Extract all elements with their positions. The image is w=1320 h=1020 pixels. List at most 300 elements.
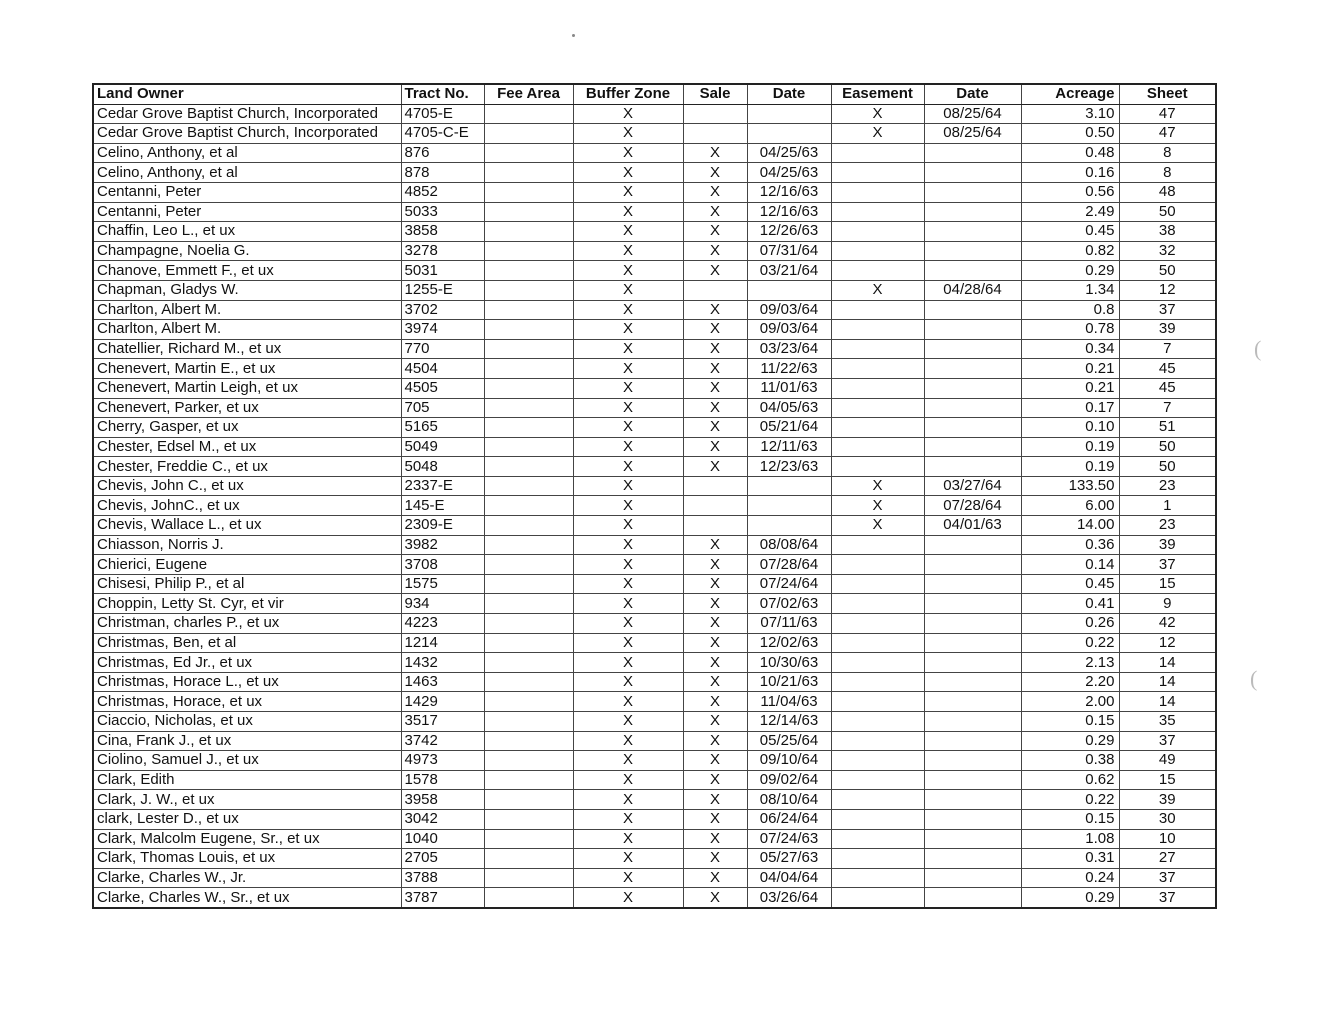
cell-easement-date (924, 261, 1021, 281)
cell-sheet: 39 (1119, 320, 1216, 340)
cell-easement (831, 339, 924, 359)
cell-sheet: 14 (1119, 692, 1216, 712)
cell-sheet: 49 (1119, 751, 1216, 771)
cell-easement-date (924, 751, 1021, 771)
cell-tract-no: 5033 (401, 202, 484, 222)
cell-land-owner: Cedar Grove Baptist Church, Incorporated (93, 104, 401, 124)
cell-sale: X (683, 202, 747, 222)
cell-easement (831, 829, 924, 849)
table-row (93, 457, 1216, 477)
cell-sheet: 50 (1119, 457, 1216, 477)
cell-buffer-zone: X (573, 535, 683, 555)
cell-sheet: 47 (1119, 124, 1216, 144)
cell-sheet: 39 (1119, 535, 1216, 555)
cell-fee-area (484, 829, 573, 849)
cell-acreage: 0.45 (1021, 574, 1119, 594)
cell-buffer-zone: X (573, 202, 683, 222)
cell-sale-date: 12/02/63 (747, 633, 831, 653)
cell-sheet: 38 (1119, 222, 1216, 242)
cell-sale-date (747, 496, 831, 516)
cell-acreage: 133.50 (1021, 476, 1119, 496)
cell-sheet: 23 (1119, 516, 1216, 536)
cell-fee-area (484, 888, 573, 908)
table-row (93, 633, 1216, 653)
cell-sale (683, 124, 747, 144)
cell-land-owner: Clark, Malcolm Eugene, Sr., et ux (93, 829, 401, 849)
cell-easement-date (924, 731, 1021, 751)
cell-acreage: 0.8 (1021, 300, 1119, 320)
cell-easement-date: 08/25/64 (924, 124, 1021, 144)
table-row (93, 672, 1216, 692)
cell-fee-area (484, 555, 573, 575)
cell-sheet: 45 (1119, 359, 1216, 379)
cell-easement (831, 202, 924, 222)
cell-buffer-zone: X (573, 614, 683, 634)
cell-land-owner: clark, Lester D., et ux (93, 809, 401, 829)
cell-acreage: 2.13 (1021, 653, 1119, 673)
cell-fee-area (484, 182, 573, 202)
cell-acreage: 3.10 (1021, 104, 1119, 124)
cell-buffer-zone: X (573, 692, 683, 712)
cell-acreage: 0.10 (1021, 418, 1119, 438)
cell-buffer-zone: X (573, 751, 683, 771)
cell-easement-date (924, 437, 1021, 457)
cell-buffer-zone: X (573, 594, 683, 614)
cell-land-owner: Chester, Freddie C., et ux (93, 457, 401, 477)
cell-fee-area (484, 241, 573, 261)
cell-land-owner: Clark, Edith (93, 770, 401, 790)
table-row (93, 868, 1216, 888)
cell-sale: X (683, 770, 747, 790)
cell-acreage: 0.29 (1021, 731, 1119, 751)
cell-fee-area (484, 614, 573, 634)
cell-buffer-zone: X (573, 809, 683, 829)
cell-easement: X (831, 280, 924, 300)
cell-tract-no: 3708 (401, 555, 484, 575)
cell-tract-no: 3982 (401, 535, 484, 555)
cell-sale-date: 10/21/63 (747, 672, 831, 692)
cell-acreage: 0.36 (1021, 535, 1119, 555)
cell-land-owner: Christmas, Horace L., et ux (93, 672, 401, 692)
cell-fee-area (484, 437, 573, 457)
cell-easement-date (924, 574, 1021, 594)
cell-acreage: 0.19 (1021, 437, 1119, 457)
cell-sale: X (683, 261, 747, 281)
cell-sheet: 37 (1119, 731, 1216, 751)
cell-easement-date (924, 614, 1021, 634)
cell-sale-date: 06/24/64 (747, 809, 831, 829)
cell-sheet: 35 (1119, 712, 1216, 732)
cell-sale: X (683, 829, 747, 849)
cell-sale-date: 05/25/64 (747, 731, 831, 751)
cell-easement-date (924, 143, 1021, 163)
header-row (93, 84, 1216, 104)
cell-tract-no: 2705 (401, 849, 484, 869)
cell-easement (831, 594, 924, 614)
cell-sale: X (683, 790, 747, 810)
header-sale-date: Date (747, 84, 831, 104)
cell-easement-date (924, 790, 1021, 810)
header-fee-area: Fee Area (484, 84, 573, 104)
table-row (93, 692, 1216, 712)
cell-easement (831, 359, 924, 379)
cell-sale-date: 04/25/63 (747, 143, 831, 163)
cell-sale: X (683, 535, 747, 555)
cell-sale: X (683, 868, 747, 888)
cell-tract-no: 5049 (401, 437, 484, 457)
cell-sheet: 48 (1119, 182, 1216, 202)
cell-land-owner: Chatellier, Richard M., et ux (93, 339, 401, 359)
cell-sale-date: 11/22/63 (747, 359, 831, 379)
cell-sale-date: 10/30/63 (747, 653, 831, 673)
cell-sale-date: 07/02/63 (747, 594, 831, 614)
table-row (93, 359, 1216, 379)
cell-sale: X (683, 594, 747, 614)
cell-sale: X (683, 809, 747, 829)
cell-acreage: 0.82 (1021, 241, 1119, 261)
cell-easement-date (924, 653, 1021, 673)
cell-sheet: 37 (1119, 888, 1216, 908)
cell-sale-date: 07/28/64 (747, 555, 831, 575)
cell-easement-date (924, 339, 1021, 359)
cell-sale: X (683, 378, 747, 398)
cell-fee-area (484, 633, 573, 653)
cell-fee-area (484, 594, 573, 614)
cell-acreage: 0.29 (1021, 261, 1119, 281)
table-row (93, 320, 1216, 340)
cell-sale: X (683, 222, 747, 242)
cell-sale: X (683, 555, 747, 575)
cell-sale-date: 07/24/63 (747, 829, 831, 849)
cell-buffer-zone: X (573, 829, 683, 849)
cell-acreage: 14.00 (1021, 516, 1119, 536)
table-row (93, 888, 1216, 908)
header-buffer-zone: Buffer Zone (573, 84, 683, 104)
cell-easement-date (924, 555, 1021, 575)
cell-easement (831, 535, 924, 555)
cell-fee-area (484, 143, 573, 163)
cell-sale: X (683, 437, 747, 457)
cell-tract-no: 3788 (401, 868, 484, 888)
table-row (93, 731, 1216, 751)
cell-sheet: 45 (1119, 378, 1216, 398)
cell-acreage: 0.22 (1021, 790, 1119, 810)
cell-buffer-zone: X (573, 163, 683, 183)
cell-fee-area (484, 261, 573, 281)
cell-sale-date: 09/03/64 (747, 300, 831, 320)
table-row (93, 496, 1216, 516)
margin-mark: ( (1254, 336, 1262, 361)
cell-tract-no: 4852 (401, 182, 484, 202)
cell-sale-date: 03/21/64 (747, 261, 831, 281)
table-row (93, 104, 1216, 124)
cell-tract-no: 4504 (401, 359, 484, 379)
cell-sale-date: 04/04/64 (747, 868, 831, 888)
cell-fee-area (484, 124, 573, 144)
cell-easement (831, 809, 924, 829)
cell-sale-date: 12/14/63 (747, 712, 831, 732)
cell-fee-area (484, 790, 573, 810)
cell-land-owner: Charlton, Albert M. (93, 300, 401, 320)
cell-buffer-zone: X (573, 574, 683, 594)
cell-sale: X (683, 457, 747, 477)
cell-land-owner: Christmas, Horace, et ux (93, 692, 401, 712)
cell-buffer-zone: X (573, 320, 683, 340)
cell-easement-date: 04/01/63 (924, 516, 1021, 536)
cell-sale (683, 496, 747, 516)
cell-easement-date (924, 888, 1021, 908)
cell-acreage: 0.29 (1021, 888, 1119, 908)
cell-easement-date (924, 712, 1021, 732)
cell-land-owner: Champagne, Noelia G. (93, 241, 401, 261)
cell-easement: X (831, 476, 924, 496)
cell-land-owner: Clarke, Charles W., Sr., et ux (93, 888, 401, 908)
cell-buffer-zone: X (573, 261, 683, 281)
cell-acreage: 0.41 (1021, 594, 1119, 614)
table-row (93, 418, 1216, 438)
cell-fee-area (484, 104, 573, 124)
cell-tract-no: 1040 (401, 829, 484, 849)
cell-easement (831, 300, 924, 320)
cell-fee-area (484, 418, 573, 438)
cell-tract-no: 3974 (401, 320, 484, 340)
cell-easement-date (924, 457, 1021, 477)
table-row (93, 809, 1216, 829)
table-row (93, 516, 1216, 536)
cell-acreage: 0.38 (1021, 751, 1119, 771)
cell-sheet: 50 (1119, 437, 1216, 457)
cell-fee-area (484, 320, 573, 340)
cell-easement-date (924, 222, 1021, 242)
cell-buffer-zone: X (573, 124, 683, 144)
cell-easement (831, 849, 924, 869)
cell-buffer-zone: X (573, 378, 683, 398)
cell-sale-date: 05/27/63 (747, 849, 831, 869)
table-row (93, 614, 1216, 634)
cell-fee-area (484, 476, 573, 496)
table-row (93, 378, 1216, 398)
cell-fee-area (484, 300, 573, 320)
cell-fee-area (484, 770, 573, 790)
cell-tract-no: 705 (401, 398, 484, 418)
cell-tract-no: 5048 (401, 457, 484, 477)
cell-easement: X (831, 124, 924, 144)
cell-buffer-zone: X (573, 398, 683, 418)
cell-land-owner: Christmas, Ed Jr., et ux (93, 653, 401, 673)
cell-tract-no: 3517 (401, 712, 484, 732)
cell-land-owner: Ciolino, Samuel J., et ux (93, 751, 401, 771)
cell-sale: X (683, 300, 747, 320)
cell-land-owner: Celino, Anthony, et al (93, 163, 401, 183)
cell-sheet: 15 (1119, 574, 1216, 594)
margin-mark: ( (1250, 666, 1258, 691)
table-row (93, 849, 1216, 869)
cell-buffer-zone: X (573, 868, 683, 888)
cell-sale-date: 07/11/63 (747, 614, 831, 634)
cell-easement (831, 261, 924, 281)
cell-buffer-zone: X (573, 888, 683, 908)
cell-land-owner: Choppin, Letty St. Cyr, et vir (93, 594, 401, 614)
cell-sale: X (683, 653, 747, 673)
cell-buffer-zone: X (573, 359, 683, 379)
cell-acreage: 0.34 (1021, 339, 1119, 359)
cell-tract-no: 934 (401, 594, 484, 614)
table-row (93, 182, 1216, 202)
cell-sheet: 39 (1119, 790, 1216, 810)
cell-sheet: 27 (1119, 849, 1216, 869)
table-row (93, 574, 1216, 594)
cell-tract-no: 3042 (401, 809, 484, 829)
cell-buffer-zone: X (573, 712, 683, 732)
table-row (93, 222, 1216, 242)
cell-buffer-zone: X (573, 633, 683, 653)
cell-sale (683, 104, 747, 124)
cell-sale-date: 12/26/63 (747, 222, 831, 242)
cell-land-owner: Ciaccio, Nicholas, et ux (93, 712, 401, 732)
cell-acreage: 0.21 (1021, 359, 1119, 379)
table-row (93, 594, 1216, 614)
cell-easement (831, 457, 924, 477)
cell-tract-no: 878 (401, 163, 484, 183)
table-row (93, 653, 1216, 673)
cell-buffer-zone: X (573, 731, 683, 751)
table-row (93, 202, 1216, 222)
cell-sale-date: 12/23/63 (747, 457, 831, 477)
cell-buffer-zone: X (573, 339, 683, 359)
cell-land-owner: Chevis, Wallace L., et ux (93, 516, 401, 536)
cell-sale-date: 07/24/64 (747, 574, 831, 594)
cell-sheet: 8 (1119, 143, 1216, 163)
cell-buffer-zone: X (573, 555, 683, 575)
cell-acreage: 0.14 (1021, 555, 1119, 575)
cell-easement (831, 574, 924, 594)
cell-easement: X (831, 104, 924, 124)
cell-sale: X (683, 712, 747, 732)
table-row (93, 535, 1216, 555)
cell-easement-date (924, 300, 1021, 320)
cell-acreage: 1.34 (1021, 280, 1119, 300)
cell-easement-date (924, 672, 1021, 692)
cell-land-owner: Cherry, Gasper, et ux (93, 418, 401, 438)
cell-sale: X (683, 849, 747, 869)
cell-land-owner: Chenevert, Martin Leigh, et ux (93, 378, 401, 398)
cell-land-owner: Chisesi, Philip P., et al (93, 574, 401, 594)
cell-fee-area (484, 692, 573, 712)
cell-land-owner: Clark, J. W., et ux (93, 790, 401, 810)
cell-tract-no: 5165 (401, 418, 484, 438)
cell-land-owner: Cina, Frank J., et ux (93, 731, 401, 751)
cell-land-owner: Celino, Anthony, et al (93, 143, 401, 163)
header-sheet: Sheet (1119, 84, 1216, 104)
cell-tract-no: 1429 (401, 692, 484, 712)
cell-acreage: 2.20 (1021, 672, 1119, 692)
cell-sale: X (683, 398, 747, 418)
cell-fee-area (484, 849, 573, 869)
cell-easement (831, 182, 924, 202)
cell-sale-date: 09/02/64 (747, 770, 831, 790)
cell-easement (831, 888, 924, 908)
cell-land-owner: Chenevert, Parker, et ux (93, 398, 401, 418)
cell-land-owner: Clarke, Charles W., Jr. (93, 868, 401, 888)
cell-acreage: 0.24 (1021, 868, 1119, 888)
cell-land-owner: Chiasson, Norris J. (93, 535, 401, 555)
cell-land-owner: Chenevert, Martin E., et ux (93, 359, 401, 379)
cell-land-owner: Centanni, Peter (93, 182, 401, 202)
cell-sheet: 7 (1119, 398, 1216, 418)
cell-buffer-zone: X (573, 457, 683, 477)
cell-buffer-zone: X (573, 280, 683, 300)
cell-tract-no: 4705-E (401, 104, 484, 124)
scan-speck (572, 34, 575, 37)
cell-sale: X (683, 888, 747, 908)
cell-sale-date: 08/08/64 (747, 535, 831, 555)
cell-buffer-zone: X (573, 672, 683, 692)
cell-sale: X (683, 418, 747, 438)
cell-sheet: 50 (1119, 202, 1216, 222)
cell-tract-no: 1214 (401, 633, 484, 653)
cell-land-owner: Chapman, Gladys W. (93, 280, 401, 300)
cell-acreage: 0.26 (1021, 614, 1119, 634)
header-acreage: Acreage (1021, 84, 1119, 104)
cell-sale: X (683, 339, 747, 359)
cell-fee-area (484, 672, 573, 692)
cell-tract-no: 1463 (401, 672, 484, 692)
cell-buffer-zone: X (573, 437, 683, 457)
cell-acreage: 0.48 (1021, 143, 1119, 163)
cell-sheet: 1 (1119, 496, 1216, 516)
cell-easement-date (924, 359, 1021, 379)
cell-easement-date (924, 809, 1021, 829)
cell-tract-no: 3787 (401, 888, 484, 908)
cell-easement (831, 398, 924, 418)
cell-sheet: 23 (1119, 476, 1216, 496)
table-row (93, 261, 1216, 281)
cell-easement: X (831, 496, 924, 516)
cell-sale: X (683, 320, 747, 340)
cell-easement (831, 731, 924, 751)
cell-sale-date: 05/21/64 (747, 418, 831, 438)
cell-acreage: 1.08 (1021, 829, 1119, 849)
cell-sale: X (683, 751, 747, 771)
cell-buffer-zone: X (573, 496, 683, 516)
cell-sale (683, 280, 747, 300)
cell-buffer-zone: X (573, 241, 683, 261)
cell-sale-date: 12/11/63 (747, 437, 831, 457)
cell-sale: X (683, 692, 747, 712)
cell-buffer-zone: X (573, 300, 683, 320)
cell-land-owner: Chevis, JohnC., et ux (93, 496, 401, 516)
cell-buffer-zone: X (573, 849, 683, 869)
cell-tract-no: 4505 (401, 378, 484, 398)
cell-fee-area (484, 868, 573, 888)
table-row (93, 555, 1216, 575)
cell-buffer-zone: X (573, 222, 683, 242)
cell-tract-no: 2337-E (401, 476, 484, 496)
cell-buffer-zone: X (573, 104, 683, 124)
cell-fee-area (484, 280, 573, 300)
cell-sheet: 15 (1119, 770, 1216, 790)
cell-buffer-zone: X (573, 143, 683, 163)
table-row (93, 143, 1216, 163)
cell-easement-date (924, 770, 1021, 790)
cell-sale-date: 03/26/64 (747, 888, 831, 908)
cell-easement (831, 437, 924, 457)
cell-sheet: 9 (1119, 594, 1216, 614)
header-easement: Easement (831, 84, 924, 104)
cell-fee-area (484, 574, 573, 594)
cell-sale-date: 12/16/63 (747, 202, 831, 222)
cell-tract-no: 4973 (401, 751, 484, 771)
